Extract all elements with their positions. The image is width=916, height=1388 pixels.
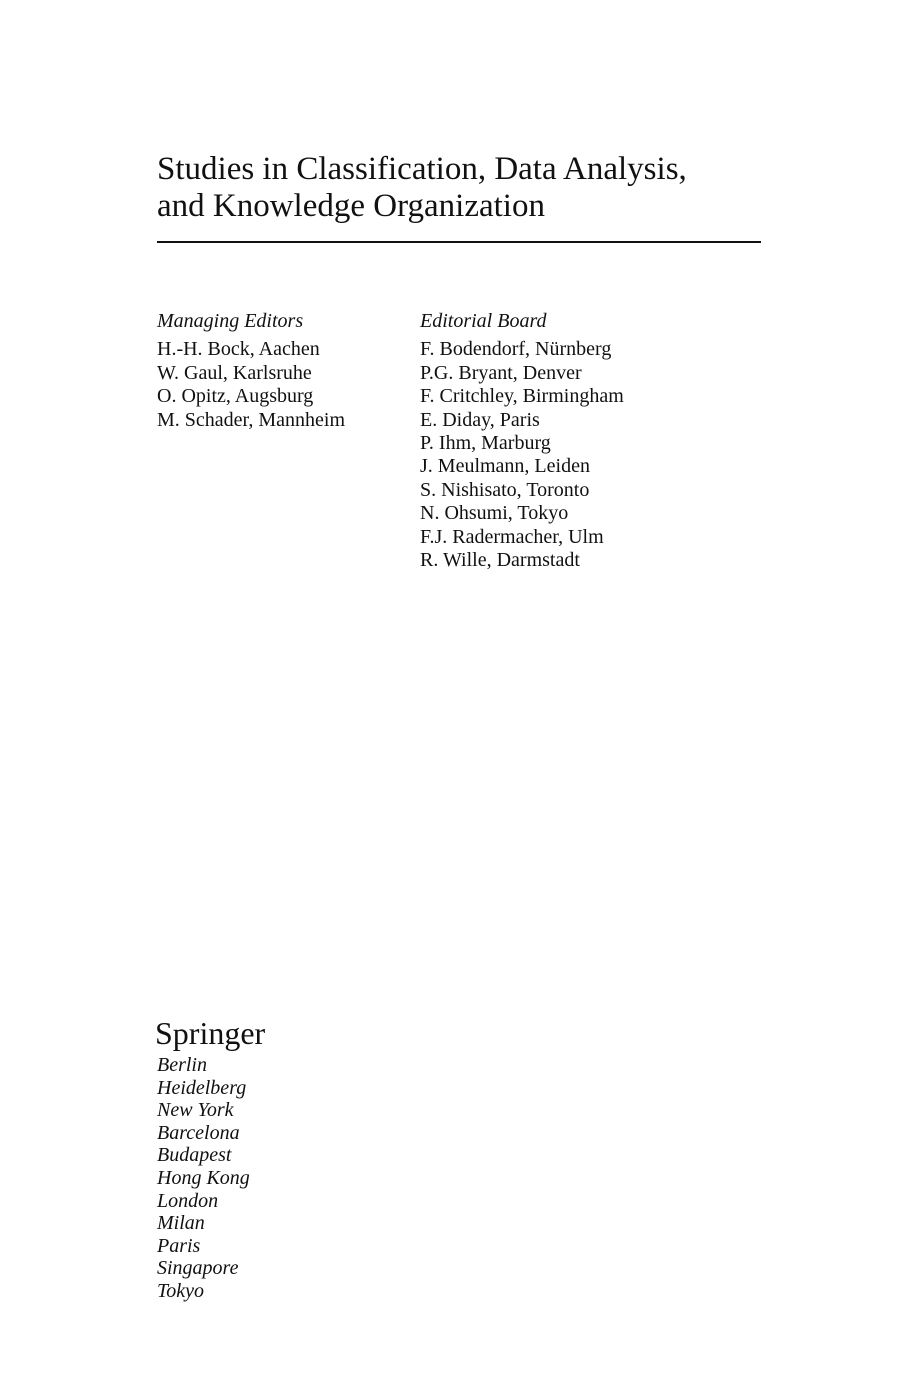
board-member: F. Critchley, Birmingham: [420, 385, 624, 408]
board-member: R. Wille, Darmstadt: [420, 549, 580, 572]
board-member: J. Meulmann, Leiden: [420, 455, 590, 478]
managing-editor: W. Gaul, Karlsruhe: [157, 361, 312, 384]
editorial-board-heading: Editorial Board: [420, 310, 547, 332]
publisher-city: Budapest: [157, 1144, 232, 1167]
board-member: S. Nishisato, Toronto: [420, 478, 590, 501]
board-member: N. Ohsumi, Tokyo: [420, 502, 569, 525]
publisher-city: Milan: [157, 1212, 205, 1235]
publisher-city: New York: [157, 1099, 234, 1122]
managing-editor: M. Schader, Mannheim: [157, 408, 346, 431]
managing-editors-column: [157, 310, 407, 432]
publisher-cities-list: [157, 1054, 250, 1303]
managing-editors-heading: Managing Editors: [157, 310, 304, 332]
editorial-board-list: [420, 338, 720, 572]
series-title: [157, 151, 777, 225]
managing-editors-list: [157, 338, 407, 432]
publisher-city: Berlin: [157, 1054, 207, 1076]
title-divider: [157, 241, 761, 243]
publisher-cities: [157, 1054, 250, 1303]
board-member: F.J. Radermacher, Ulm: [420, 525, 604, 548]
publisher-city: Barcelona: [157, 1121, 240, 1144]
managing-editor: O. Opitz, Augsburg: [157, 385, 314, 408]
series-title-line-1: Studies in Classification, Data Analysis,: [157, 151, 687, 187]
publisher-name: Springer: [155, 1015, 266, 1051]
board-member: E. Diday, Paris: [420, 408, 540, 431]
publisher-city: Singapore: [157, 1257, 239, 1280]
series-title-line-2: and Knowledge Organization: [157, 188, 545, 224]
board-member: F. Bodendorf, Nürnberg: [420, 338, 612, 361]
publisher-city: Heidelberg: [157, 1076, 247, 1099]
publisher-city: Tokyo: [157, 1279, 205, 1302]
managing-editor: H.-H. Bock, Aachen: [157, 338, 320, 361]
board-member: P. Ihm, Marburg: [420, 432, 551, 455]
publisher-city: London: [157, 1189, 219, 1212]
publisher-city: Hong Kong: [157, 1166, 250, 1189]
editorial-board-column: [420, 310, 720, 572]
board-member: P.G. Bryant, Denver: [420, 361, 582, 384]
publisher-city: Paris: [157, 1234, 201, 1257]
